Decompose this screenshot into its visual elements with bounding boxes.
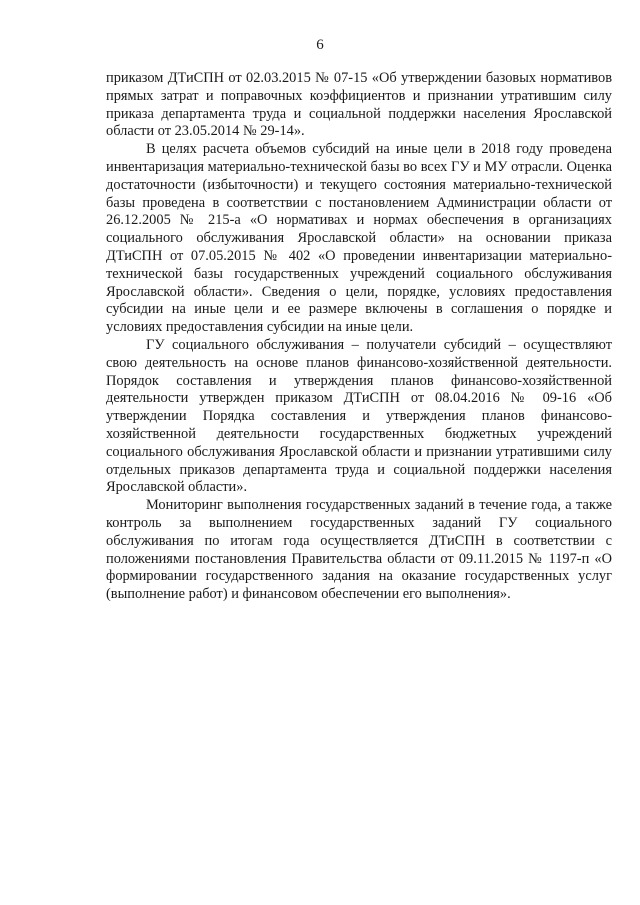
- paragraph-continuation: приказом ДТиСПН от 02.03.2015 № 07-15 «Об утверждении базовых нормативов прямых затрат и поправочных коэффициентов и признании утратившим силу приказа департамента труда и социальной поддержки населения Ярославской области от 23.05.2014 № 29-14».: [106, 70, 612, 140]
- document-body: [106, 70, 612, 604]
- page-number: 6: [316, 37, 324, 53]
- paragraph-inventory: В целях расчета объемов субсидий на иные цели в 2018 году проведена инвентаризация материально-технической базы во всех ГУ и МУ отрасли. Оценка достаточности (избыточности) и текущего состояния материально-технической базы проведена в соответствии с постановлением Администрации области от 26.12.2005 № 215-а «О нормативах и нормах обеспечения в организациях социального обслуживания Ярославской области» на основании приказа ДТиСПН от 07.05.2015 № 402 «О проведении инвентаризации материально-технической базы государственных учреждений социального обслуживания Ярославской области». Сведения о цели, порядке, условиях предоставления субсидии на иные цели и ее размере включены в соглашения о порядке и условиях предоставления субсидии на иные цели.: [106, 141, 612, 336]
- paragraph-financial-plans: ГУ социального обслуживания – получатели субсидий – осуществляют свою деятельность на основе планов финансово-хозяйственной деятельности. Порядок составления и утверждения планов финансово-хозяйственной деятельности утвержден приказом ДТиСПН от 08.04.2016 № 09-16 «Об утверждении Порядка составления и утверждения планов финансово-хозяйственной деятельности государственных бюджетных учреждений социального обслуживания Ярославской области и признании утратившими силу отдельных приказов департамента труда и социальной поддержки населения Ярославской области».: [106, 336, 612, 496]
- paragraph-monitoring: Мониторинг выполнения государственных заданий в течение года, а также контроль за выполнением государственных заданий ГУ социального обслуживания по итогам года осуществляется ДТиСПН в соответствии с положениями постановления Правительства области от 09.11.2015 № 1197-п «О формировании государственного задания на оказание государственных услуг (выполнение работ) и финансовом обеспечении его выполнения».: [106, 497, 612, 603]
